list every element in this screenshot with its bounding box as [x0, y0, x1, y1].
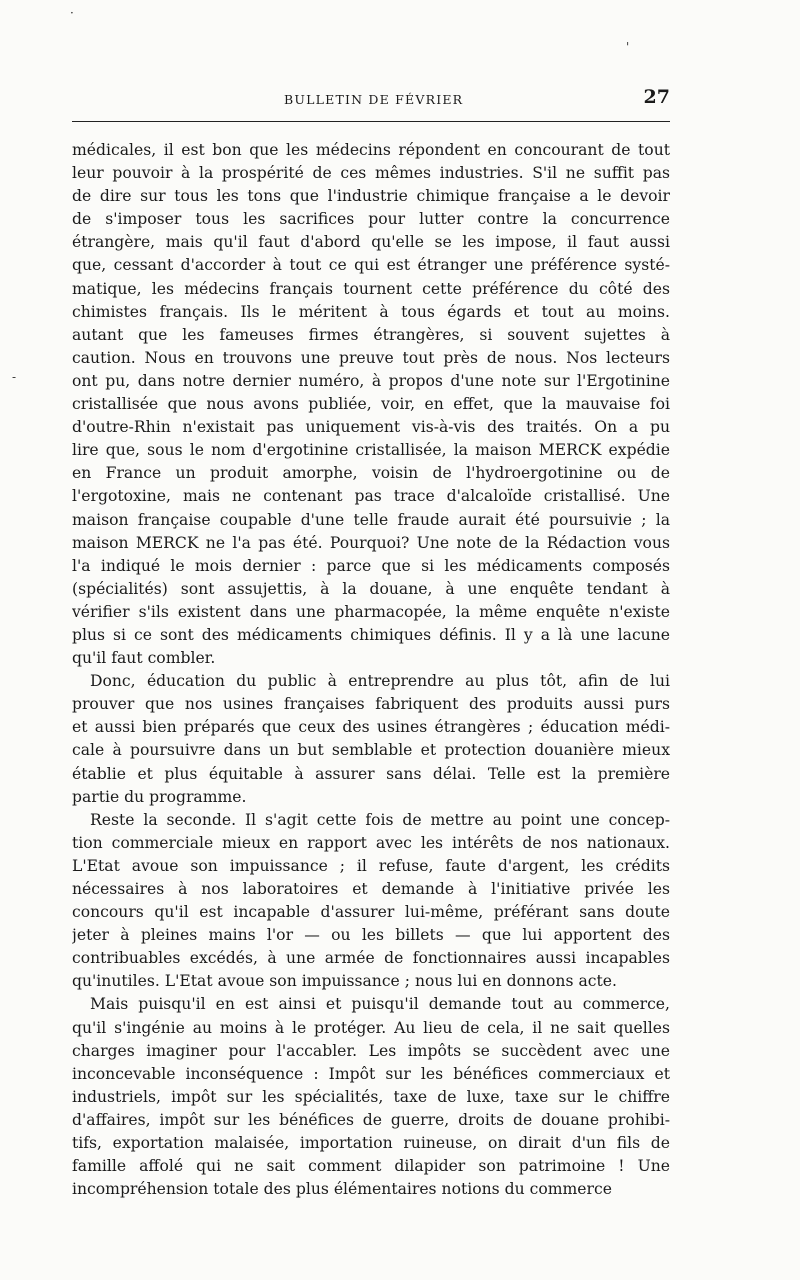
- text-line: incompréhension totale des plus élémentaires notions du commerce: [72, 1180, 612, 1199]
- paragraph: [72, 993, 670, 1201]
- text-line: matique, les médecins français tournent cette préférence du côté des: [72, 279, 670, 298]
- running-title: BULLETIN DE FÉVRIER: [284, 92, 464, 107]
- speck-mark: ·: [70, 6, 74, 20]
- text-line: concours qu'il est incapable d'assurer lui-même, préférant sans doute: [72, 903, 670, 922]
- text-line: chimistes français. Ils le méritent à tous égards et tout au moins.: [72, 302, 670, 321]
- body-text: [72, 139, 670, 1201]
- margin-dash-mark: -: [12, 370, 17, 384]
- text-line: qu'il faut combler.: [72, 649, 216, 668]
- text-line: inconcevable inconséquence : Impôt sur les bénéfices commerciaux et: [72, 1064, 670, 1083]
- text-line: jeter à pleines mains l'or — ou les billets — que lui apportent des: [72, 926, 670, 945]
- page-header: [72, 86, 670, 116]
- text-line: l'a indiqué le mois dernier : parce que si les médicaments composés: [72, 556, 670, 575]
- text-line: caution. Nous en trouvons une preuve tout près de nous. Nos lecteurs: [72, 348, 670, 367]
- text-line: maison française coupable d'une telle fraude aurait été poursuivie ; la: [72, 510, 670, 529]
- text-line: nécessaires à nos laboratoires et demande à l'initiative privée les: [72, 880, 670, 898]
- text-line: qu'inutiles. L'Etat avoue son impuissance ; nous lui en donnons acte.: [72, 972, 617, 991]
- paragraph: [72, 809, 670, 994]
- text-line: médicales, il est bon que les médecins répondent en concourant de tout: [72, 141, 670, 159]
- text-line: partie du programme.: [72, 787, 247, 806]
- text-line: tion commerciale mieux en rapport avec les intérêts de nos nationaux.: [72, 833, 670, 852]
- text-line: d'affaires, impôt sur les bénéfices de guerre, droits de douane prohibi-: [72, 1110, 670, 1129]
- text-line: Mais puisqu'il en est ainsi et puisqu'il demande tout au commerce,: [90, 995, 670, 1014]
- text-line: charges imaginer pour l'accabler. Les impôts se succèdent avec une: [72, 1041, 670, 1060]
- text-line: leur pouvoir à la prospérité de ces mêmes industries. S'il ne suffit pas: [72, 164, 670, 183]
- text-line: autant que les fameuses firmes étrangères, si souvent sujettes à: [72, 325, 670, 344]
- text-line: plus si ce sont des médicaments chimiques définis. Il y a là une lacune: [72, 625, 670, 644]
- text-line: cristallisée que nous avons publiée, voir, en effet, que la mauvaise foi: [72, 395, 670, 414]
- text-line: cale à poursuivre dans un but semblable et protection douanière mieux: [72, 741, 670, 760]
- text-line: L'Etat avoue son impuissance ; il refuse, faute d'argent, les crédits: [72, 856, 670, 875]
- paragraph: [72, 670, 670, 809]
- text-line: lire que, sous le nom d'ergotinine cristallisée, la maison MERCK expédie: [72, 441, 670, 460]
- paragraph: [72, 139, 670, 670]
- text-line: d'outre-Rhin n'existait pas uniquement vis-à-vis des traités. On a pu: [72, 418, 670, 437]
- text-line: ont pu, dans notre dernier numéro, à propos d'une note sur l'Ergotinine: [72, 371, 670, 390]
- text-line: vérifier s'ils existent dans une pharmacopée, la même enquête n'existe: [72, 602, 670, 621]
- text-line: de dire sur tous les tons que l'industrie chimique française a le devoir: [72, 187, 670, 206]
- text-line: tifs, exportation malaisée, importation ruineuse, on dirait d'un fils de: [72, 1134, 670, 1153]
- text-line: industriels, impôt sur les spécialités, taxe de luxe, taxe sur le chiffre: [72, 1087, 670, 1106]
- text-line: maison MERCK ne l'a pas été. Pourquoi? Une note de la Rédaction vous: [72, 533, 670, 552]
- text-line: de s'imposer tous les sacrifices pour lutter contre la concurrence: [72, 210, 670, 229]
- text-line: famille affolé qui ne sait comment dilapider son patrimoine ! Une: [72, 1157, 670, 1176]
- header-rule: [72, 121, 670, 122]
- text-line: en France un produit amorphe, voisin de l'hydroergotinine ou de: [72, 464, 670, 483]
- text-line: étrangère, mais qu'il faut d'abord qu'elle se les impose, il faut aussi: [72, 233, 670, 252]
- text-line: que, cessant d'accorder à tout ce qui est étranger une préférence systé-: [72, 256, 670, 275]
- text-line: (spécialités) sont assujettis, à la douane, à une enquête tendant à: [72, 579, 670, 598]
- text-line: l'ergotoxine, mais ne contenant pas trace d'alcaloïde cristallisé. Une: [72, 487, 670, 506]
- text-line: et aussi bien préparés que ceux des usines étrangères ; éducation médi-: [72, 718, 670, 737]
- text-line: Donc, éducation du public à entreprendre au plus tôt, afin de lui: [90, 672, 670, 691]
- speck-mark: ': [626, 40, 630, 54]
- text-line: Reste la seconde. Il s'agit cette fois de mettre au point une concep-: [90, 810, 670, 829]
- text-line: prouver que nos usines françaises fabriquent des produits aussi purs: [72, 695, 670, 714]
- page-number: 27: [643, 86, 670, 108]
- text-line: qu'il s'ingénie au moins à le protéger. Au lieu de cela, il ne sait quelles: [72, 1018, 670, 1037]
- text-line: contribuables excédés, à une armée de fonctionnaires aussi incapables: [72, 949, 670, 968]
- text-line: établie et plus équitable à assurer sans délai. Telle est la première: [72, 764, 670, 783]
